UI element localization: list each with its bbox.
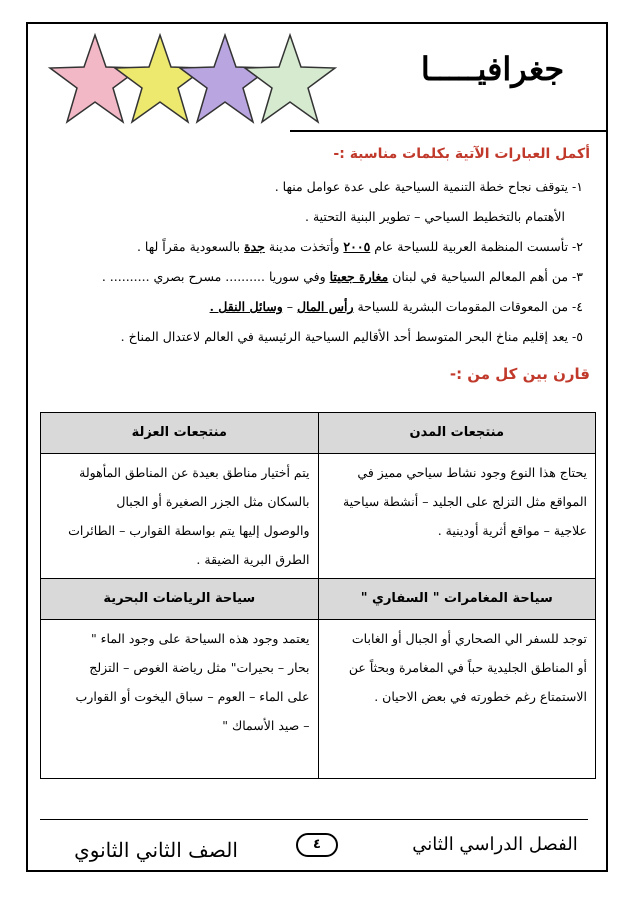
star-icon: [180, 35, 270, 122]
table-cell: [41, 454, 319, 579]
section-heading-compare: قارن بين كل من :-: [449, 365, 590, 383]
table-header-cell: سياحة المغامرات " السفاري ": [318, 579, 596, 620]
answer-text: ٢٠٠٥: [343, 239, 371, 254]
page-number: ٤: [296, 833, 338, 857]
answer-text: مغارة جعيتا: [329, 269, 389, 284]
page-title: جغرافيـــــا: [420, 50, 565, 88]
statement-text: ٤- من المعوقات المقومات البشرية للسياحة: [353, 299, 583, 314]
cell-line: والوصول إليها يتم بواسطة القوارب – الطائرات: [68, 523, 310, 538]
statement-text: وأتخذت مدينة: [264, 239, 344, 254]
table-cell: [41, 620, 319, 779]
statement-item: [43, 292, 583, 322]
statement-text: ١- يتوقف نجاح خطة التنمية السياحية على عدة عوامل منها .: [274, 179, 583, 194]
table-row: [41, 454, 596, 579]
statement-text: بالسعودية مقراً لها .: [136, 239, 245, 254]
star-icon: [245, 35, 335, 122]
cell-line: يحتاج هذا النوع وجود نشاط سياحي مميز في: [357, 465, 587, 480]
answer-text: جدة: [244, 239, 265, 254]
cell-line: المواقع مثل التزلج على الجليد – أنشطة سياحية: [342, 494, 587, 509]
cell-line: توجد للسفر الي الصحاري أو الجبال أو الغابات: [351, 631, 587, 646]
cell-line: أو المناطق الجليدية حباً في المغامرة وبحثاً عن: [348, 660, 587, 675]
cell-line: علاجية – مواقع أثرية أودينية .: [437, 523, 587, 538]
table-header-cell: منتجعات المدن: [318, 413, 596, 454]
statement-item: [43, 322, 583, 352]
statement-text: –: [282, 299, 297, 314]
cell-line: – صيد الأسماك ": [222, 718, 310, 733]
star-icon: [115, 35, 205, 122]
table-header-cell: منتجعات العزلة: [41, 413, 319, 454]
statement-text: ٥- يعد إقليم مناخ البحر المتوسط أحد الأقاليم السياحية الرئيسية في العالم لاعتدال المناخ .: [120, 329, 583, 344]
table-row: [41, 413, 596, 454]
statements-list: [43, 172, 583, 352]
footer-rule: [40, 819, 588, 820]
cell-line: يتم أختيار مناطق بعيدة عن المناطق المأهولة: [79, 465, 310, 480]
statement-text: الأهتمام بالتخطيط السياحي – تطوير البنية التحتية .: [305, 209, 565, 224]
answer-text: وسائل النقل .: [209, 299, 283, 314]
cell-line: الاستمتاع رغم خطورته في بعض الاحيان .: [374, 689, 587, 704]
statement-text: ٣- من أهم المعالم السياحية في لبنان: [388, 269, 583, 284]
table-cell: [318, 454, 596, 579]
statement-item: [43, 172, 583, 202]
decorative-stars-icon: [40, 30, 340, 130]
cell-line: بالسكان مثل الجزر الصغيرة أو الجبال: [116, 494, 310, 509]
section-heading-complete: أكمل العبارات الآتية بكلمات مناسبة :-: [333, 146, 590, 162]
statement-item: [43, 202, 583, 232]
statement-item: [43, 262, 583, 292]
cell-line: يعتمد وجود هذه السياحة على وجود الماء ": [90, 631, 310, 646]
cell-line: بحار – بحيرات" مثل رياضة الغوص – التزلج: [89, 660, 310, 675]
answer-text: رأس المال: [296, 299, 354, 314]
statement-item: [43, 232, 583, 262]
table-header-cell: سياحة الرياضات البحرية: [41, 579, 319, 620]
table-row: [41, 620, 596, 779]
statement-text: ٢- تأسست المنظمة العربية للسياحة عام: [370, 239, 583, 254]
star-icon: [50, 35, 140, 122]
cell-line: على الماء – العوم – سباق اليخوت أو القوارب: [75, 689, 310, 704]
footer-grade: الصف الثاني الثانوي: [74, 838, 238, 862]
footer-term: الفصل الدراسي الثاني: [412, 834, 578, 855]
statement-text: وفي سوريا .......... مسرح بصري .......... .: [101, 269, 330, 284]
title-underline: [290, 130, 608, 132]
table-cell: [318, 620, 596, 779]
cell-line: الطرق البرية الضيقة .: [196, 552, 310, 567]
table-row: [41, 579, 596, 620]
comparison-table: [40, 412, 596, 779]
